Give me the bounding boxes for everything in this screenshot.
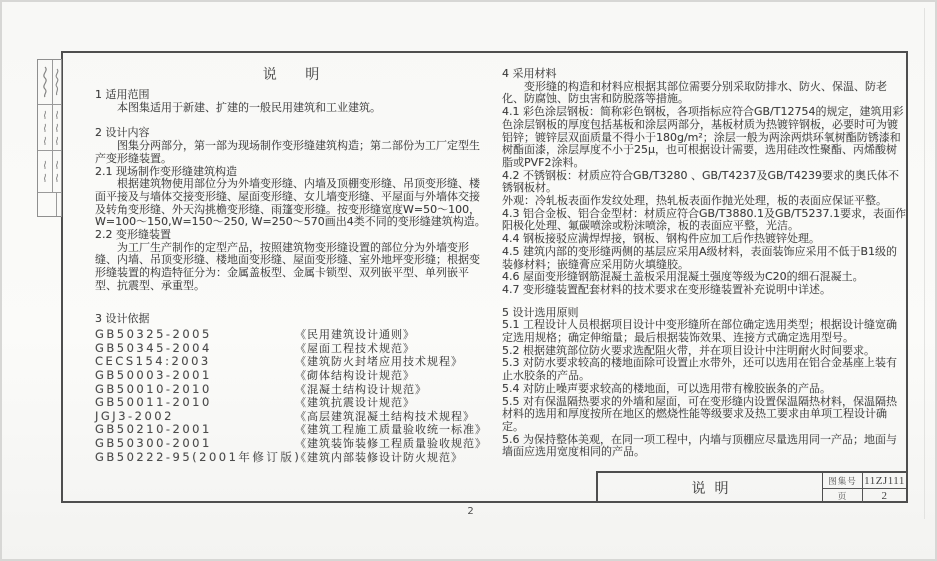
standard-title: 《建筑防火封堵应用技术规程》 xyxy=(295,355,463,369)
standard-code: GB50325-2005 xyxy=(95,327,212,342)
clause-4-2: 4.2 不锈钢板：材质应符合GB/T3280 、GB/T4237及GB/T4239要求的奥氏体不锈钢板材。 xyxy=(502,168,899,195)
tiny-text-mark-icon xyxy=(53,123,61,133)
standard-title: 《屋面工程技术规范》 xyxy=(295,341,415,355)
signature-cell xyxy=(57,193,61,216)
clause-4-3: 4.3 铝合金板、铝合金型材：材质应符合GB/T3880.1及GB/T5237.1要求，表面作阳极化处理、氟碳喷涂或粉沫喷涂，板的表面应平整，光洁。 xyxy=(502,206,906,233)
signature-cell xyxy=(53,60,61,104)
signature-cell xyxy=(38,60,53,104)
clause-5-2: 5.2 根据建筑部位防火要求选配阻火带，并在项目设计中注明耐火时间要求。 xyxy=(502,343,875,357)
page-value: 2 xyxy=(862,488,906,503)
standard-title: 《建筑工程施工质量验收统一标准》 xyxy=(295,423,487,437)
list-item xyxy=(95,369,487,383)
tiny-text-mark-icon xyxy=(41,123,49,133)
standard-title: 《民用建筑设计通则》 xyxy=(295,328,415,342)
clause-4-2-appearance: 外观：冷轧板表面作发纹处理，热轧板表面作抛光处理，板的表面应保证平整。 xyxy=(502,194,887,208)
standard-code: GB50010-2010 xyxy=(95,381,212,396)
standard-code: GB50300-2001 xyxy=(95,436,212,450)
standard-title: 《混凝土结构设计规范》 xyxy=(295,382,427,396)
handwriting-scribble-icon xyxy=(40,65,50,99)
signature-row xyxy=(38,193,61,216)
handwriting-scribble-icon xyxy=(53,67,61,97)
list-item xyxy=(95,451,487,465)
tiny-text-mark-icon xyxy=(41,136,49,146)
list-item xyxy=(95,355,487,369)
section-1-heading: 1 适用范围 xyxy=(95,88,150,101)
section-2-1-body: 根据建筑物使用部位分为外墙变形缝、内墙及顶棚变形缝、吊顶变形缝、楼面平接及与墙体交接变形缝、屋面变形缝、女儿墙变形缝、平屋面与外墙体交接及转角变形缝、外天沟挑檐变形缝、雨篷变形缝。按变形缝宽度W=50～100，W=100～150,W=150～250, W=250～570画出4类不同的变形缝建筑构造。 xyxy=(95,177,486,229)
section-2-heading: 2 设计内容 xyxy=(95,126,150,140)
clause-5-4: 5.4 对防止噪声要求较高的楼地面，可以选用带有橡胶嵌条的产品。 xyxy=(502,381,831,395)
list-item xyxy=(95,342,487,356)
tiny-text-mark-icon xyxy=(41,160,49,170)
signature-cell xyxy=(38,151,53,192)
tiny-text-mark-icon xyxy=(53,110,61,120)
section-2-2-body: 为工厂生产制作的定型产品，按照建筑物变形缝设置的部位分为外墙变形缝、内墙、吊顶变形缝、楼地面变形缝、屋面变形缝、室外地坪变形缝；根据变形缝装置的构造特征分为：金属盖板型、金属卡锁型、双列嵌平型、单列嵌平型、抗震型、承重型。 xyxy=(95,240,480,292)
list-item xyxy=(95,423,487,437)
atlas-number-label: 图集号 xyxy=(828,476,857,487)
standard-title: 《砌体结构设计规范》 xyxy=(295,369,415,383)
section-2-body: 图集分两部分，第一部为现场制作变形缝建筑构造；第二部份为工厂定型生产变形缝装置。 xyxy=(95,139,480,165)
standard-code: GB50003-2001 xyxy=(95,368,212,383)
standard-title: 《建筑内部装修设计防火规范》 xyxy=(295,450,463,464)
scan-page-edge xyxy=(924,8,925,519)
signature-cell xyxy=(38,105,53,150)
tiny-text-mark-icon xyxy=(53,160,61,170)
design-basis-list xyxy=(95,328,487,464)
standard-title: 《建筑抗震设计规范》 xyxy=(295,396,415,410)
section-4-body: 变形缝的构造和材料应根据其部位需要分别采取防排水、防火、保温、防老化、防腐蚀、防虫害和防脱落等措施。 xyxy=(502,79,887,106)
signature-cell xyxy=(53,105,61,150)
page-label: 页 xyxy=(823,488,862,503)
standard-title: 《高层建筑混凝土结构技术规程》 xyxy=(295,409,475,423)
clause-5-3: 5.3 对防水要求较高的楼地面除可设置止水带外，还可以选用在铝合金基座上装有止水胶条的产品。 xyxy=(502,356,897,383)
standard-code: GB50222-95(2001年修订版) xyxy=(95,449,302,464)
drawing-title-text: 说明 xyxy=(691,481,738,497)
list-item xyxy=(95,396,487,410)
standard-code: GB50011-2010 xyxy=(95,395,212,410)
section-2-2-heading: 2.2 变形缝装置 xyxy=(95,228,171,242)
section-4-heading: 4 采用材料 xyxy=(502,67,557,80)
clause-4-5: 4.5 建筑内部的变形缝两侧的基层应采用A级材料，表面装饰应采用不低于B1级的装修材料；嵌缝膏应采用防火填缝胶。 xyxy=(502,244,898,271)
tiny-text-mark-icon xyxy=(41,110,49,120)
left-column xyxy=(95,66,487,464)
section-3-heading: 3 设计依据 xyxy=(95,311,150,325)
tiny-text-mark-icon xyxy=(53,173,61,183)
standard-code: GB50345-2004 xyxy=(95,340,212,355)
clause-4-6: 4.6 屋面变形缝钢筋混凝土盖板采用混凝土强度等级为C20的细石混凝土。 xyxy=(502,270,864,284)
standard-title: 《建筑装饰装修工程质量验收规范》 xyxy=(295,437,487,450)
page-title: 说 明 xyxy=(262,67,332,83)
standard-code: CECS154:2003 xyxy=(95,354,211,369)
atlas-number-value: 11ZJ111 xyxy=(862,473,906,488)
clause-5-6: 5.6 为保持整体美观，在同一项工程中，内墙与顶棚应尽量选用同一产品；地面与墙面应选用宽度相同的产品。 xyxy=(502,432,897,459)
right-column xyxy=(502,68,906,459)
clause-4-1: 4.1 彩色涂层钢板：简称彩色钢板，各项指标应符合GB/T12754的规定，建筑用彩色涂层钢板的厚度包括基板和涂层两部分，基板材质为热镀锌钢板，必要时可为镀铝锌；镀锌层双面质量不得小于180g/m²；涂层一般为两涂两烘环氧树酯防锈漆和树酯面漆，涂层厚度不小于25μ，也可根据设计需要，选用硅改性聚酯、丙烯酸树脂或PVF2涂料。 xyxy=(502,105,904,169)
signature-cell xyxy=(38,193,57,216)
tiny-text-mark-icon xyxy=(41,173,49,183)
tiny-text-mark-icon xyxy=(53,136,61,146)
title-block-drawing-name xyxy=(596,471,822,503)
signature-strip xyxy=(37,59,62,217)
section-5-heading: 5 设计选用原则 xyxy=(502,305,579,319)
clause-5-5: 5.5 对有保温隔热要求的外墙和屋面，可在变形缝内设置保温隔热材料，保温隔热材料的选用和厚度按所在地区的燃烧性能等级要求及热工要求由单项工程设计确定。 xyxy=(502,394,897,433)
clause-4-4: 4.4 钢板接驳应满焊焊接，钢板、钢构件应加工后作热镀锌处理。 xyxy=(502,232,820,246)
signature-row xyxy=(38,60,61,105)
section-2-1-heading: 2.1 现场制作变形缝建筑构造 xyxy=(95,164,237,178)
bottom-page-number: 2 xyxy=(467,506,474,517)
clause-5-1: 5.1 工程设计人员根据项目设计中变形缝所在部位确定选用类型；根据设计缝宽确定选用规格；确定伸缩量；最后根据装饰效果、连接方式确定选用型号。 xyxy=(502,318,897,345)
title-block-table xyxy=(822,471,906,503)
signature-cell xyxy=(53,151,61,192)
clause-4-7: 4.7 变形缝装置配套材料的技术要求在变形缝装置补充说明中详述。 xyxy=(502,282,831,296)
standard-code: GB50210-2001 xyxy=(95,422,212,437)
list-item xyxy=(95,383,487,397)
section-1-body: 本图集适用于新建、扩建的一般民用建筑和工业建筑。 xyxy=(117,100,381,114)
list-item xyxy=(95,437,487,451)
list-item xyxy=(95,410,487,424)
standard-code: JGJ3-2002 xyxy=(95,408,174,423)
list-item xyxy=(95,328,487,342)
signature-row xyxy=(38,151,61,193)
signature-row xyxy=(38,105,61,151)
